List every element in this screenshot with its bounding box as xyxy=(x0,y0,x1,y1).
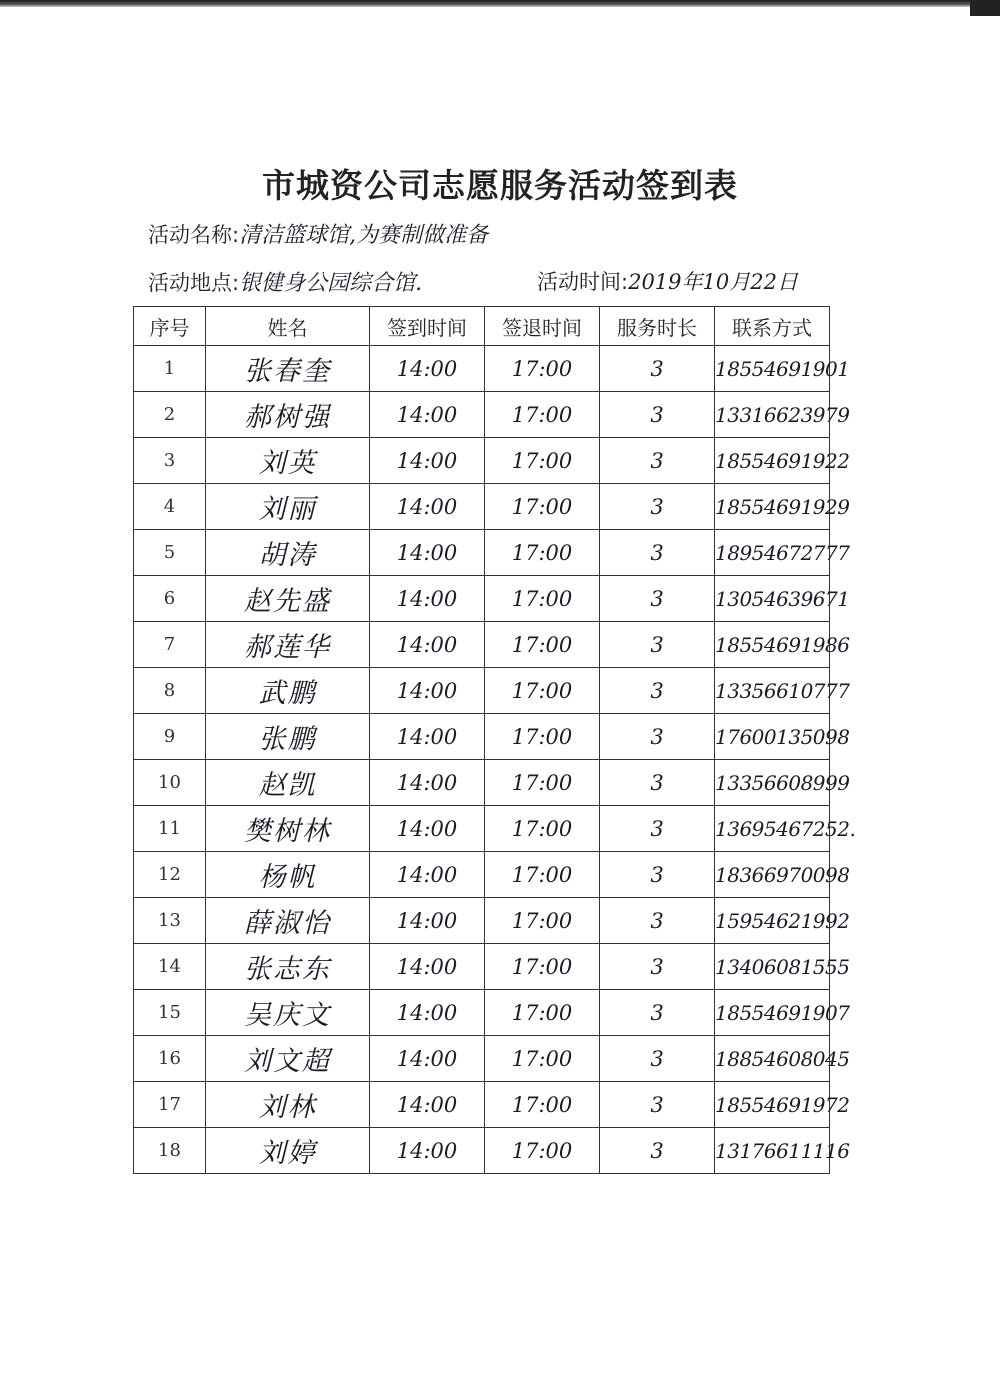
row-index: 5 xyxy=(134,530,206,576)
contact-phone: 18554691986 xyxy=(715,622,830,668)
row-index: 15 xyxy=(134,990,206,1036)
contact-phone: 18554691901 xyxy=(715,346,830,392)
sign-out-time: 17:00 xyxy=(485,806,600,852)
sign-in-time: 14:00 xyxy=(370,530,485,576)
table-row xyxy=(134,898,830,944)
contact-phone: 13054639671 xyxy=(715,576,830,622)
service-hours: 3 xyxy=(600,622,715,668)
sign-in-time: 14:00 xyxy=(370,576,485,622)
signer-name: 赵先盛 xyxy=(206,576,370,622)
table-row xyxy=(134,484,830,530)
row-index: 9 xyxy=(134,714,206,760)
sign-out-time: 17:00 xyxy=(485,622,600,668)
table-row xyxy=(134,438,830,484)
contact-phone: 18366970098 xyxy=(715,852,830,898)
signer-name: 刘英 xyxy=(206,438,370,484)
contact-phone: 13695467252. xyxy=(715,806,830,852)
activity-name-line xyxy=(148,218,488,249)
service-hours: 3 xyxy=(600,714,715,760)
row-index: 6 xyxy=(134,576,206,622)
signer-name: 刘丽 xyxy=(206,484,370,530)
activity-name-label: 活动名称: xyxy=(148,223,240,247)
col-header-hours: 服务时长 xyxy=(600,307,715,346)
service-hours: 3 xyxy=(600,760,715,806)
table-row xyxy=(134,392,830,438)
table-row xyxy=(134,990,830,1036)
sign-in-time: 14:00 xyxy=(370,714,485,760)
service-hours: 3 xyxy=(600,576,715,622)
table-row xyxy=(134,1036,830,1082)
sign-in-time: 14:00 xyxy=(370,898,485,944)
table-row xyxy=(134,852,830,898)
activity-time-line xyxy=(537,266,798,296)
sign-in-time: 14:00 xyxy=(370,852,485,898)
sign-in-time: 14:00 xyxy=(370,668,485,714)
service-hours: 3 xyxy=(600,806,715,852)
signer-name: 郝树强 xyxy=(206,392,370,438)
scan-edge-corner xyxy=(970,0,1000,16)
sign-in-time: 14:00 xyxy=(370,622,485,668)
contact-phone: 13356608999 xyxy=(715,760,830,806)
row-index: 17 xyxy=(134,1082,206,1128)
activity-time-label: 活动时间: xyxy=(537,270,629,294)
service-hours: 3 xyxy=(600,438,715,484)
sign-out-time: 17:00 xyxy=(485,944,600,990)
contact-phone: 18554691972 xyxy=(715,1082,830,1128)
sign-out-time: 17:00 xyxy=(485,1128,600,1174)
contact-phone: 15954621992 xyxy=(715,898,830,944)
row-index: 18 xyxy=(134,1128,206,1174)
col-header-name: 姓名 xyxy=(206,307,370,346)
contact-phone: 18554691907 xyxy=(715,990,830,1036)
contact-phone: 18854608045 xyxy=(715,1036,830,1082)
service-hours: 3 xyxy=(600,944,715,990)
service-hours: 3 xyxy=(600,1036,715,1082)
sign-in-time: 14:00 xyxy=(370,346,485,392)
col-header-sign-in: 签到时间 xyxy=(370,307,485,346)
signer-name: 刘文超 xyxy=(206,1036,370,1082)
sign-out-time: 17:00 xyxy=(485,990,600,1036)
sign-out-time: 17:00 xyxy=(485,668,600,714)
sign-out-time: 17:00 xyxy=(485,484,600,530)
table-row xyxy=(134,530,830,576)
col-header-index: 序号 xyxy=(134,307,206,346)
table-body xyxy=(134,346,856,1174)
row-index: 12 xyxy=(134,852,206,898)
contact-phone: 17600135098 xyxy=(715,714,830,760)
table-row xyxy=(134,806,830,852)
signer-name: 武鹏 xyxy=(206,668,370,714)
sign-out-time: 17:00 xyxy=(485,392,600,438)
row-index: 16 xyxy=(134,1036,206,1082)
scan-edge-top xyxy=(0,0,1000,7)
contact-phone: 18954672777 xyxy=(715,530,830,576)
signer-name: 杨帆 xyxy=(206,852,370,898)
service-hours: 3 xyxy=(600,1128,715,1174)
signer-name: 赵凯 xyxy=(206,760,370,806)
col-header-sign-out: 签退时间 xyxy=(485,307,600,346)
signer-name: 刘林 xyxy=(206,1082,370,1128)
sign-in-time: 14:00 xyxy=(370,1036,485,1082)
signer-name: 胡涛 xyxy=(206,530,370,576)
row-index: 4 xyxy=(134,484,206,530)
table-row xyxy=(134,1128,830,1174)
activity-time-value: 2019年10月22日 xyxy=(628,270,798,294)
sign-out-time: 17:00 xyxy=(485,898,600,944)
sign-out-time: 17:00 xyxy=(485,1082,600,1128)
activity-place-value: 银健身公园综合馆. xyxy=(239,271,423,296)
sign-out-time: 17:00 xyxy=(485,1036,600,1082)
activity-place-label: 活动地点: xyxy=(148,271,240,295)
sign-in-time: 14:00 xyxy=(370,438,485,484)
table-row xyxy=(134,346,830,392)
row-index: 14 xyxy=(134,944,206,990)
table-row xyxy=(134,668,830,714)
contact-phone: 13356610777 xyxy=(715,668,830,714)
sign-in-time: 14:00 xyxy=(370,990,485,1036)
contact-phone: 18554691929 xyxy=(715,484,830,530)
contact-phone: 18554691922 xyxy=(715,438,830,484)
contact-phone: 13406081555 xyxy=(715,944,830,990)
sign-out-time: 17:00 xyxy=(485,760,600,806)
service-hours: 3 xyxy=(600,990,715,1036)
signer-name: 张鹏 xyxy=(206,714,370,760)
activity-place-line xyxy=(148,266,422,297)
activity-name-value: 清洁篮球馆,为赛制做准备 xyxy=(239,223,489,248)
sign-in-time: 14:00 xyxy=(370,1082,485,1128)
service-hours: 3 xyxy=(600,484,715,530)
service-hours: 3 xyxy=(600,852,715,898)
sign-in-time: 14:00 xyxy=(370,484,485,530)
row-index: 11 xyxy=(134,806,206,852)
col-header-contact: 联系方式 xyxy=(715,307,830,346)
sheet-title: 市城资公司志愿服务活动签到表 xyxy=(262,166,738,205)
service-hours: 3 xyxy=(600,1082,715,1128)
signer-name: 吴庆文 xyxy=(206,990,370,1036)
row-index: 10 xyxy=(134,760,206,806)
sign-out-time: 17:00 xyxy=(485,438,600,484)
service-hours: 3 xyxy=(600,668,715,714)
service-hours: 3 xyxy=(600,898,715,944)
sign-in-time: 14:00 xyxy=(370,806,485,852)
sign-in-time: 14:00 xyxy=(370,944,485,990)
sign-in-time: 14:00 xyxy=(370,392,485,438)
sign-out-time: 17:00 xyxy=(485,346,600,392)
signer-name: 刘婷 xyxy=(206,1128,370,1174)
sign-in-table xyxy=(133,306,856,1174)
table-row xyxy=(134,1082,830,1128)
contact-phone: 13316623979 xyxy=(715,392,830,438)
row-index: 8 xyxy=(134,668,206,714)
signer-name: 郝莲华 xyxy=(206,622,370,668)
table-row xyxy=(134,622,830,668)
sign-out-time: 17:00 xyxy=(485,576,600,622)
table-row xyxy=(134,760,830,806)
service-hours: 3 xyxy=(600,392,715,438)
row-index: 2 xyxy=(134,392,206,438)
signer-name: 樊树林 xyxy=(206,806,370,852)
sign-out-time: 17:00 xyxy=(485,530,600,576)
row-index: 13 xyxy=(134,898,206,944)
service-hours: 3 xyxy=(600,346,715,392)
row-index: 3 xyxy=(134,438,206,484)
sign-in-time: 14:00 xyxy=(370,760,485,806)
service-hours: 3 xyxy=(600,530,715,576)
sign-in-time: 14:00 xyxy=(370,1128,485,1174)
table-row xyxy=(134,714,830,760)
table-row xyxy=(134,576,830,622)
signer-name: 张志东 xyxy=(206,944,370,990)
contact-phone: 13176611116 xyxy=(715,1128,830,1174)
sign-out-time: 17:00 xyxy=(485,852,600,898)
table-row xyxy=(134,944,830,990)
table-header-row xyxy=(134,307,830,346)
signer-name: 张春奎 xyxy=(206,346,370,392)
sign-out-time: 17:00 xyxy=(485,714,600,760)
signer-name: 薛淑怡 xyxy=(206,898,370,944)
row-index: 1 xyxy=(134,346,206,392)
row-index: 7 xyxy=(134,622,206,668)
